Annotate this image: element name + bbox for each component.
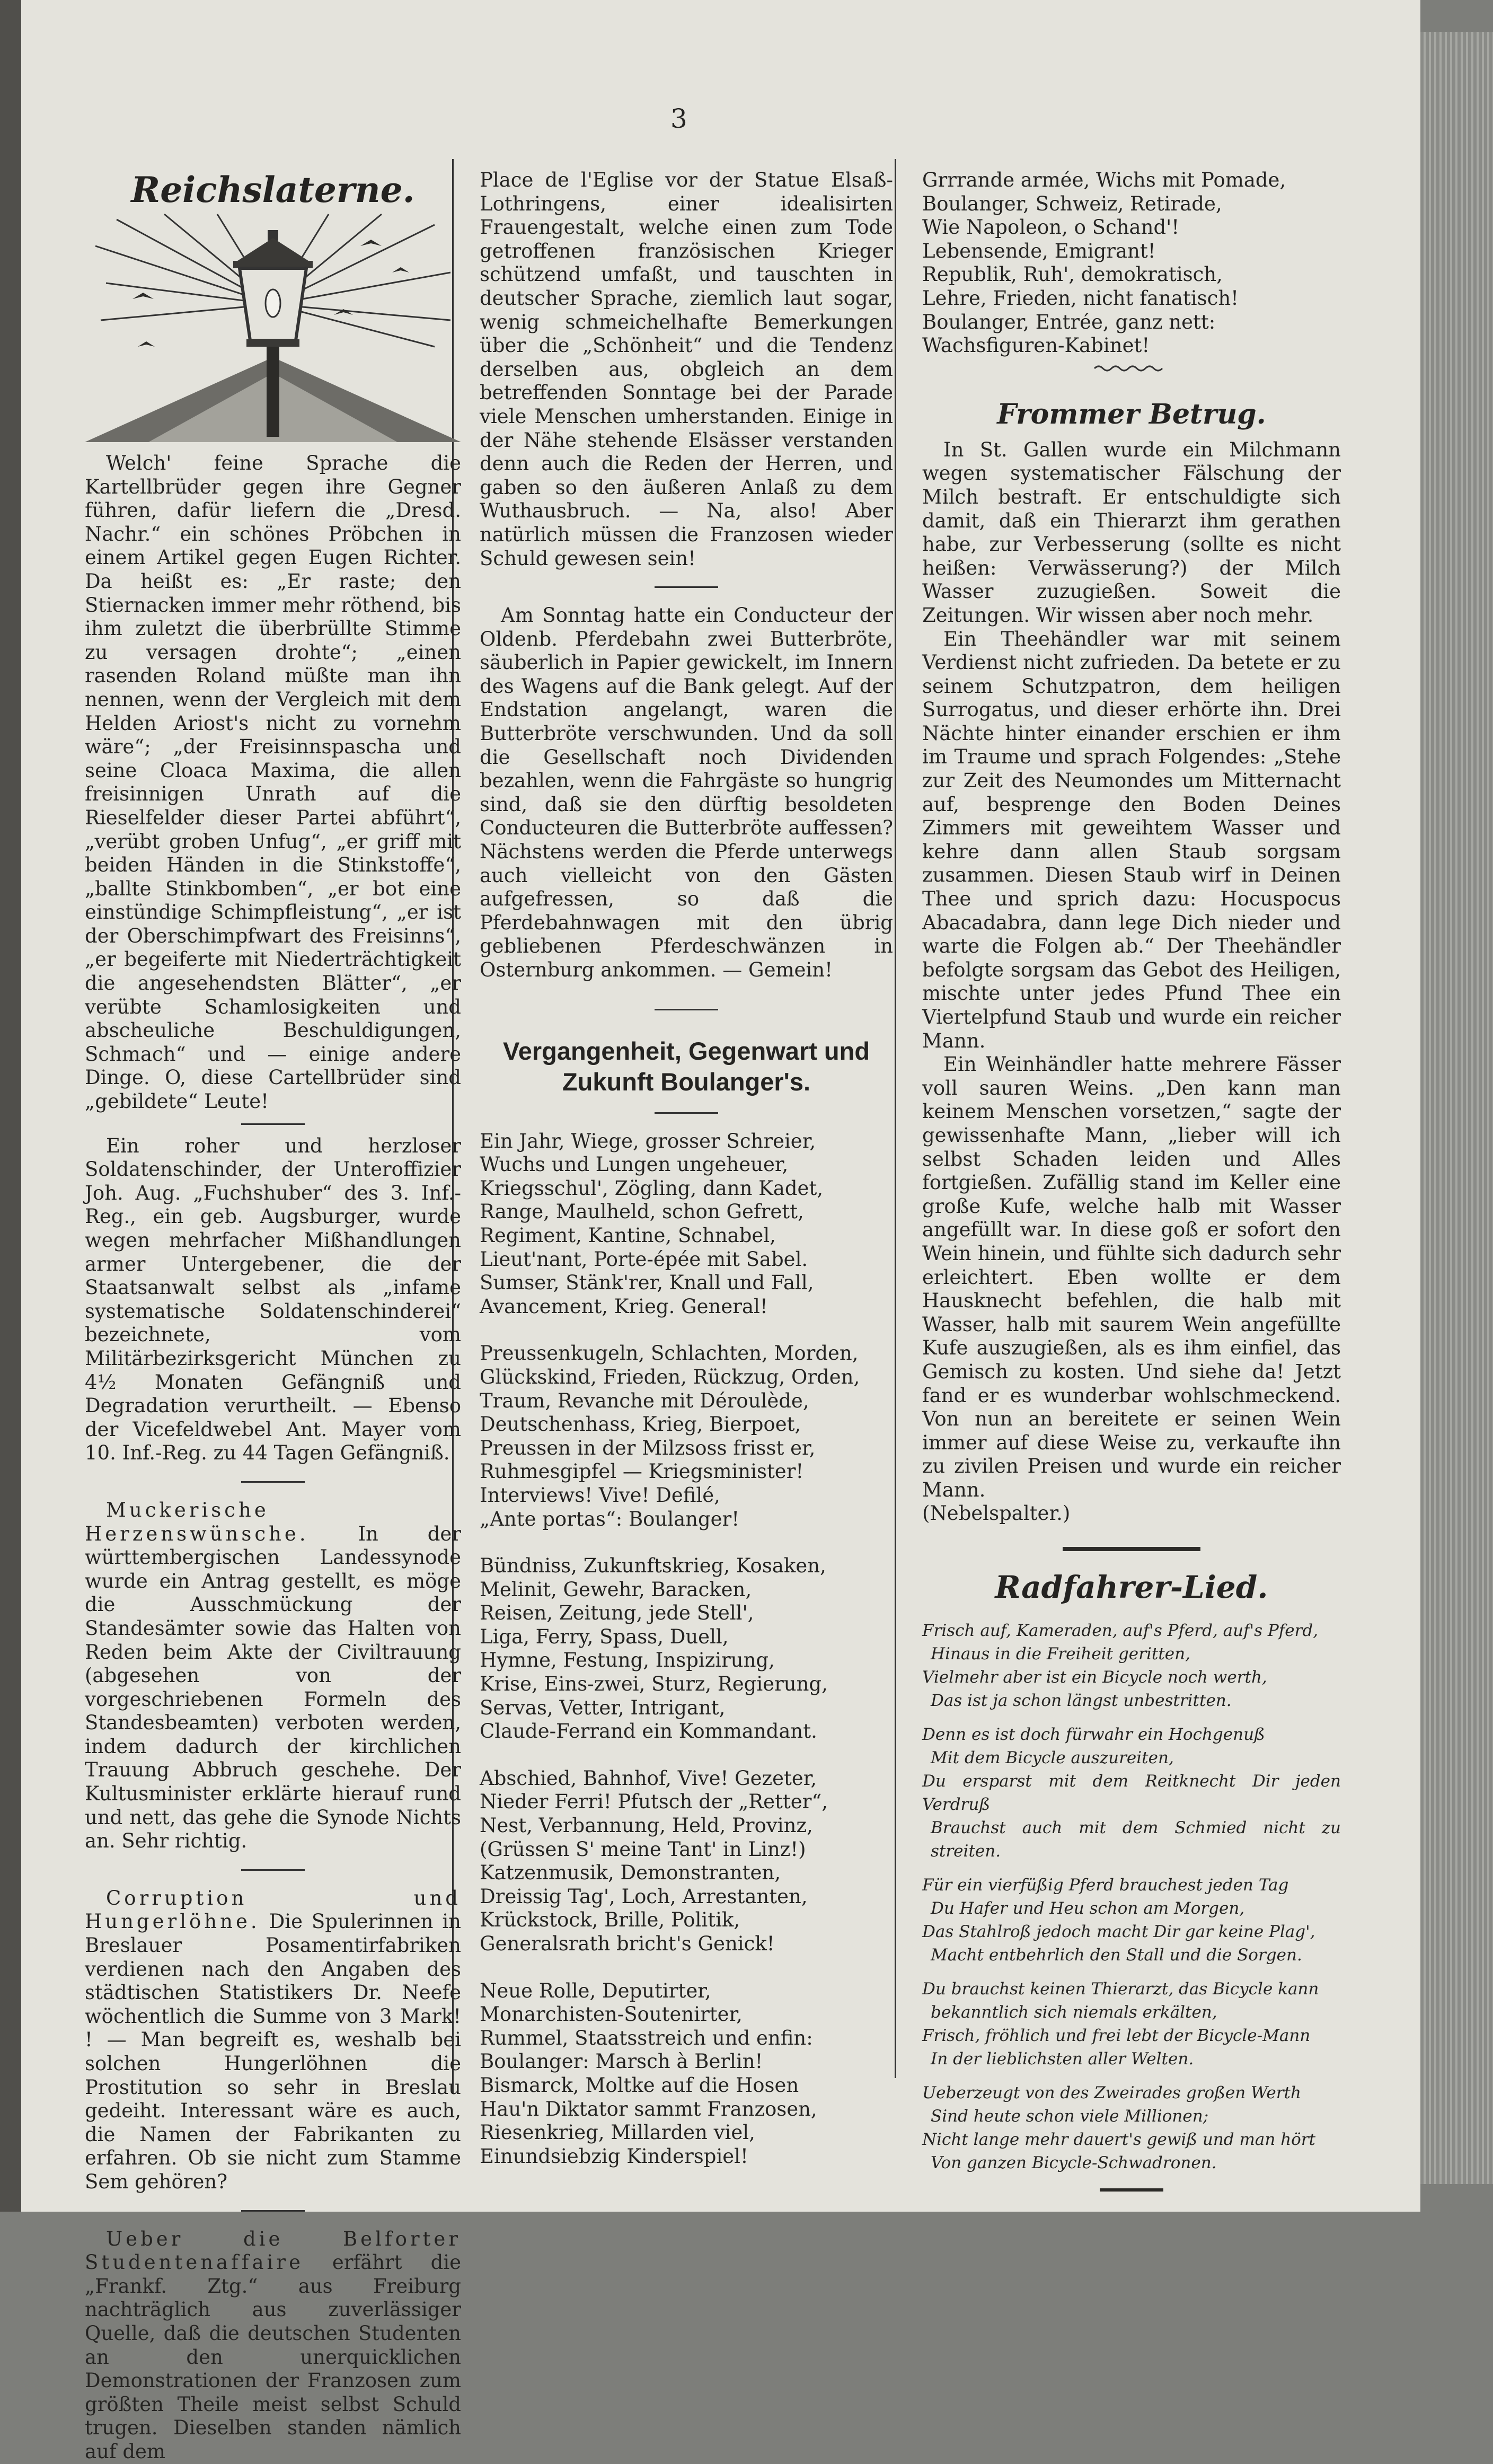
book-binding [0,0,21,2212]
soldaten-text: Ein roher und herzloser Soldatenschinder, der Unteroffizier Joh. Aug. „Fuchshuber“ des 3. Inf.-Reg., ein geb. Augsburger, wurde wegen mehrfacher Mißhandlungen armer Untergebener, die der Staatsanwalt selbst als „infame systematische Soldatenschinderei“ bezeichnete, vom Militärbezirksgericht München zu 4½ Monaten Gefängniß und Degradation verurtheilt. — Ebenso der Vicefeldwebel Ant. Mayer vom 10. Inf.-Reg. zu 44 Tagen Gefängniß. [85,1134,461,1465]
verse-line: Krückstock, Brille, Politik, [480,1908,740,1932]
corruption-text: Die Spulerinnen in Breslauer Posamentirfabriken verdienen nach den Angaben des städtischen Statistikers Dr. Neefe wöchentlich die Summe von 3 Mark! ! — Man begreift es, weshalb bei solchen Hungerlöhnen die Prostitution so sehr in Breslau gedeiht. Interessant wäre es auch, die Namen der Fabrikanten zu erfahren. Ob sie nicht zum Stamme Sem gehören? [85,1910,462,2193]
corruption-lead: Corruption und Hungerlöhne. [85,1886,461,1933]
verse-line: Riesenkrieg, Millarden viel, [480,2121,755,2144]
lied-line: Vielmehr aber ist ein Bicycle noch werth, [922,1668,1267,1687]
reichslaterne-title: Reichslaterne. [131,169,415,210]
lied-line: In der lieblichsten aller Welten. [931,2049,1194,2069]
wavy-separator-icon [922,358,1341,379]
corruption-article [85,1887,461,2194]
lied-line: Das ist ja schon längst unbestritten. [931,1691,1232,1711]
verse-line: Lieut'nant, Porte-épée mit Sabel. [480,1247,808,1271]
lied-line: Ueberzeugt von des Zweirades großen Werth [922,2083,1301,2103]
verse-line: Grrrande armée, Wichs mit Pomade, [922,169,1286,191]
stanza [480,1767,893,1956]
verse-line: Claude-Ferrand ein Kommandant. [480,1720,817,1743]
stanza [480,1342,893,1531]
page-edges [1420,32,1493,2184]
verse-line: Reisen, Zeitung, jede Stell', [480,1601,754,1625]
column-1 [85,169,461,2464]
verse-line: Melinit, Gewehr, Baracken, [480,1578,752,1601]
verse-line: Neue Rolle, Deputirter, [480,1979,711,2002]
verse-line: Wie Napoleon, o Schand'! [922,216,1180,239]
verse-line: Kriegsschul', Zögling, dann Kadet, [480,1176,824,1200]
verse-line: Sumser, Stänk'rer, Knall und Fall, [480,1271,814,1295]
betrug-title: Frommer Betrug. [997,398,1266,430]
verse-line: Regiment, Kantine, Schnabel, [480,1224,776,1247]
column-2 [480,169,893,2168]
verse-line: Lebensende, Emigrant! [922,239,1156,262]
verse-line: Dreissig Tag', Loch, Arrestanten, [480,1885,808,1908]
verse-line: Wuchs und Lungen ungeheuer, [480,1153,789,1176]
radfahrer-lied [922,1619,1341,2175]
lied-title: Radfahrer-Lied. [995,1569,1268,1606]
separator [241,1123,305,1125]
lied-line: Du ersparst mit dem Reitknecht Dir jeden Verdruß [922,1772,1341,1815]
verse-line: (Grüssen S' meine Tant' in Linz!) [480,1837,806,1861]
betrug-paragraph-1: In St. Gallen wurde ein Milchmann wegen systematischer Fälschung der Milch bestraft. Er entschuldigte sich damit, daß ein Thierarzt ihm gerathen habe, zur Verbesserung (sollte es nicht heißen: Verwässerung?) der Milch Wasser zuzugießen. Soweit die Zeitungen. Wir wissen aber noch mehr. [922,438,1341,627]
stanza [480,1554,893,1744]
mucker-text: In der württembergischen Landessynode wurde ein Antrag gestellt, es möge die Ausschmückung der Standesämter sowie das Halten von Reden beim Akte der Civiltrauung (abgesehen von der vorgeschriebenen Formeln des Standesbeamten) verboten werden, indem dadurch der kirchlichen Trauung Abbruch geschehe. Der Kultusminister erklärte hierauf rund und nett, das gehe die Synode Nichts an. Sehr richtig. [85,1522,461,1853]
lied-line: Für ein vierfüßig Pferd brauchest jeden Tag [922,1876,1289,1895]
lied-line: Frisch auf, Kameraden, auf's Pferd, auf's Pferd, [922,1621,1319,1641]
verse-line: Bündniss, Zukunftskrieg, Kosaken, [480,1554,826,1578]
verse-line: Ruhmesgipfel — Kriegsminister! [480,1460,804,1483]
separator [241,1869,305,1871]
boulanger-poem [480,1130,893,2169]
stanza [480,1130,893,1319]
lied-line: Du Hafer und Heu schon am Morgen, [931,1899,1245,1919]
lied-stanza [922,1977,1341,2071]
boulanger-poem-end [922,169,1341,358]
end-rule [1100,2188,1163,2192]
heavy-rule [1063,1547,1200,1551]
belfort-lead: Ueber die Belforter Studentenaffaire [85,2227,461,2274]
verse-line: Deutschenhass, Krieg, Bierpoet, [480,1413,801,1436]
column-3 [922,169,1341,2192]
lied-line: Macht entbehrlich den Stall und die Sorgen. [931,1946,1302,1965]
lied-line: Denn es ist doch fürwahr ein Hochgenuß [922,1725,1265,1745]
verse-line: Ein Jahr, Wiege, grosser Schreier, [480,1129,816,1152]
lied-stanza [922,1723,1341,1863]
lied-line: Brauchst auch mit dem Schmied nicht zu streiten. [931,1818,1341,1861]
lied-line: Das Stahlroß jedoch macht Dir gar keine Plag', [922,1922,1315,1942]
verse-line: Hau'n Diktator sammt Franzosen, [480,2097,817,2120]
lied-stanza [922,1873,1341,1967]
lied-line: bekanntlich sich niemals erkälten, [931,2003,1217,2022]
verse-line: Generalsrath bricht's Genick! [480,1932,775,1955]
conducteur-text: Am Sonntag hatte ein Conducteur der Oldenb. Pferdebahn zwei Butterbröte, säuberlich in Papier gewickelt, im Innern des Wagens auf die Bank gelegt. Auf der Endstation angelangt, waren die Butterbröte verschwunden. Und da soll die Gesellschaft noch Dividenden bezahlen, wenn die Fahrgäste so hungrig sind, daß sie den dürftig besoldeten Conducteuren die Butterbröte auffessen? Nächstens werden die Pferde unterwegs auch vielleicht von den Gästen aufgefressen, so daß die Pferdebahnwagen mit den übrig gebliebenen Pferdeschwänzen in Osternburg ankommen. — Gemein! [480,604,893,981]
verse-line: Boulanger, Schweiz, Retirade, [922,192,1222,215]
separator [241,1481,305,1483]
newspaper-page [21,0,1420,2463]
lied-stanza [922,2081,1341,2175]
verse-line: Rummel, Staatsstreich und enfin: [480,2026,813,2049]
lied-line: Von ganzen Bicycle-Schwadronen. [931,2153,1217,2173]
verse-line: Liga, Ferry, Spass, Duell, [480,1625,729,1648]
lantern-illustration [85,214,461,442]
separator [241,2210,305,2212]
belfort-continued: Place de l'Eglise vor der Statue Elsaß-Lothringens, einer idealisirten Frauengestalt, welche einen zum Tode getroffenen französischen Krieger schützend umfaßt, und tauschten in deutscher Sprache, ziemlich laut sogar, wenig schmeichelhafte Bemerkungen über die „Schönheit“ und die Tendenz derselben aus, obgleich an dem betreffenden Sonntage bei der Parade viele Menschen umherstanden. Einige in der Nähe stehende Elsässer verstanden denn auch die Reden der Herren, und gaben so den äußeren Anlaß zu dem Wuthausbruch. — Na, also! Aber natürlich müssen die Franzosen wieder Schuld gewesen sein! [480,169,893,570]
belfort-article [85,2228,461,2464]
separator [655,1112,718,1114]
betrug-paragraph-2: Ein Theehändler war mit seinem Verdienst nicht zufrieden. Da betete er zu seinem Schutzpatron, dem heiligen Surrogatus, und dieser erhörte ihn. Drei Nächte hinter einander erschien er ihm im Traume und sprach Folgendes: „Stehe zur Zeit des Neumondes um Mitternacht auf, besprenge den Boden Deines Zimmers mit geweihtem Wasser und kehre dann allen Staub sorgsam zusammen. Diesen Staub wirf in Deinen Thee und sprich dazu: Hocuspocus Abacadabra, dann lege Dich nieder und warte die Folgen ab.“ Der Theehändler befolgte sorgsam das Gebot des Heiligen, mischte unter jedes Pfund Thee ein Viertelpfund Staub und wurde ein reicher Mann. [922,627,1341,1052]
source-credit: (Nebelspalter.) [922,1502,1071,1525]
lied-line: Nicht lange mehr dauert's gewiß und man hört [922,2130,1316,2150]
lied-line: Hinaus in die Freiheit geritten, [931,1644,1190,1664]
verse-line: Bismarck, Moltke auf die Hosen [480,2073,799,2097]
lied-line: Du brauchst keinen Thierarzt, das Bicycle kann [922,1979,1319,1999]
verse-line: Servas, Vetter, Intrigant, [480,1696,726,1719]
column-rule-right [895,159,896,2078]
reichslaterne-text: Welch' feine Sprache die Kartellbrüder gegen ihre Gegner führen, dafür liefern die „Dresd. Nachr.“ ein schönes Pröbchen in einem Artikel gegen Eugen Richter. Da heißt es: „Er raste; den Stiernacken immer mehr röthend, bis ihm zuletzt die überbrüllte Stimme zu versagen drohte“; „einen rasenden Roland müßte man ihn nennen, wenn der Vergleich mit dem Helden Ariost's nicht zu vornehm wäre“; „der Freisinnspascha und seine Cloaca Maxima, die allen freisinnigen Unrath auf die Rieselfelder dieser Partei abführt“, „verübt groben Unfug“, „er griff mit beiden Händen in die Stinkstoffe“, „ballte Stinkbomben“, „er bot eine einstündige Schimpfleistung“, „er ist der Oberschimpfwart des Freisinns“, „er begeiferte mit Niederträchtigkeit die angesehendsten Blätter“, „er verübte Schamlosigkeiten und abscheuliche Beschuldigungen, Schmach“ und — einige andere Dinge. O, diese Cartellbrüder sind „gebildete“ Leute! [85,452,461,1113]
verse-line: Preussen in der Milzsoss frisst er, [480,1436,816,1459]
stanza [480,1979,893,2169]
verse-line: Abschied, Bahnhof, Vive! Gezeter, [480,1766,817,1790]
verse-line: Range, Maulheld, schon Gefrett, [480,1200,804,1224]
mucker-article [85,1499,461,1853]
verse-line: Katzenmusik, Demonstranten, [480,1861,781,1885]
verse-line: Krise, Eins-zwei, Sturz, Regierung, [480,1673,828,1696]
verse-line: Nieder Ferri! Pfutsch der „Retter“, [480,1790,828,1814]
lied-stanza [922,1619,1341,1712]
verse-line: Avancement, Krieg. General! [480,1295,768,1318]
verse-line: Lehre, Frieden, nicht fanatisch! [922,286,1239,310]
verse-line: Monarchisten-Soutenirter, [480,2003,743,2026]
separator [655,586,718,588]
lied-line: Sind heute schon viele Millionen; [931,2107,1209,2126]
verse-line: Einundsiebzig Kinderspiel! [480,2144,748,2168]
verse-line: Boulanger: Marsch à Berlin! [480,2050,763,2073]
verse-line: „Ante portas“: Boulanger! [480,1507,740,1530]
mucker-lead: Muckerische Herzenswünsche. [85,1498,309,1545]
verse-line: Wachsfiguren-Kabinet! [922,334,1150,357]
verse-line: Hymne, Festung, Inspizirung, [480,1649,775,1672]
verse-line: Traum, Revanche mit Déroulède, [480,1389,809,1412]
lied-line: Mit dem Bicycle auszureiten, [931,1748,1174,1768]
page-number: 3 [670,103,687,134]
verse-line: Republik, Ruh', demokratisch, [922,263,1223,286]
separator [655,1009,718,1010]
boulanger-poem-title: Vergangenheit, Gegenwart und Zukunft Boulanger's. [502,1036,870,1096]
verse-line: Glückskind, Frieden, Rückzug, Orden, [480,1365,860,1388]
verse-line: Interviews! Vive! Defilé, [480,1483,720,1507]
verse-line: Nest, Verbannung, Held, Provinz, [480,1814,813,1837]
betrug-paragraph-3: Ein Weinhändler hatte mehrere Fässer voll sauren Weins. „Den kann man keinem Menschen vorsetzen,“ sagte der gewissenhafte Mann, „lieber will ich selbst Schaden leiden und Alles fortgießen. Zufällig stand im Keller eine große Kufe, welche halb mit Wasser angefüllt war. In diese goß er sofort den Wein hinein, und fühlte sich dadurch sehr erleichtert. Eben wollte er dem Hausknecht befehlen, die halb mit Wasser, halb mit saurem Wein angefüllte Kufe auszugießen, als es ihm einfiel, das Gemisch zu kosten. Und siehe da! Jetzt fand er es wunderbar wohlschmeckend. Von nun an bereitete er seinen Wein immer auf diese Weise zu, verkaufte ihn zu zivilen Preisen und wurde ein reicher Mann. [922,1053,1341,1501]
verse-line: Preussenkugeln, Schlachten, Morden, [480,1342,859,1365]
belfort-text: erfährt die „Frankf. Ztg.“ aus Freiburg nachträglich aus zuverlässiger Quelle, daß die deutschen Studenten an den unerquicklichen Demonstrationen der Franzosen zum größten Theile meist selbst Schuld trugen. Dieselben standen nämlich auf dem [85,2251,461,2463]
lied-line: Frisch, fröhlich und frei lebt der Bicycle-Mann [922,2026,1311,2046]
verse-line: Boulanger, Entrée, ganz nett: [922,310,1216,333]
